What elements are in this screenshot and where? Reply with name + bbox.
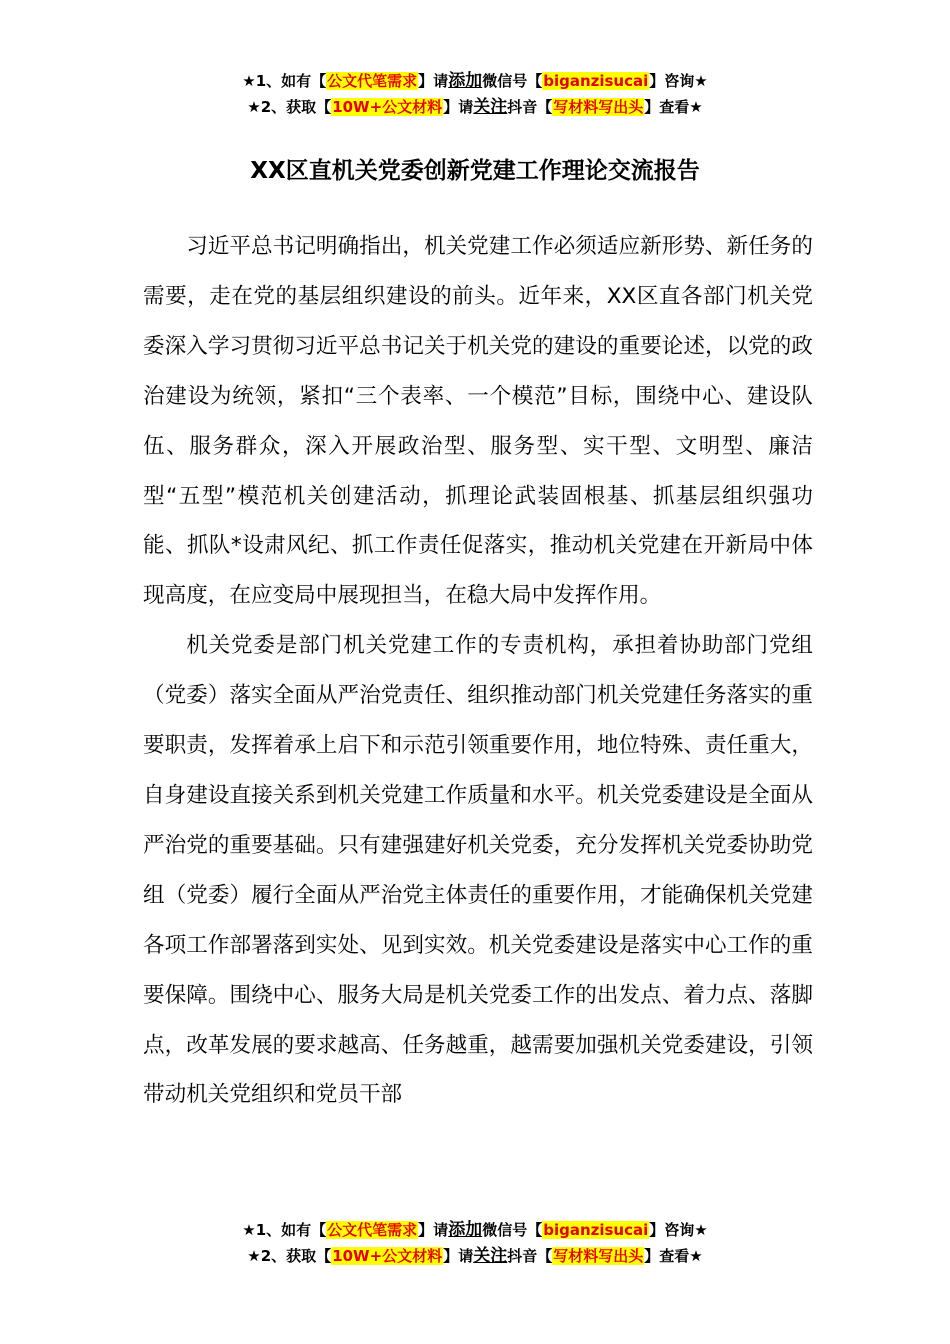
promo-highlight: 公文代笔需求 (327, 1221, 418, 1239)
promo-text: 】请 (418, 72, 449, 90)
promo-text: 微信号【 (482, 1221, 543, 1239)
promo-line-1 (0, 68, 950, 94)
promo-highlight: 10W+公文材料 (332, 1247, 443, 1265)
document-title: XX区直机关党委创新党建工作理论交流报告 (250, 158, 700, 184)
promo-douyin-account: 写材料写出头 (553, 98, 644, 116)
promo-text: 1、如有【 (255, 1221, 327, 1239)
promo-douyin-account: 写材料写出头 (553, 1247, 644, 1265)
promo-text: 抖音【 (507, 98, 553, 116)
promo-text: 】查看★ (644, 1247, 703, 1265)
promo-text: 2、获取【 (260, 1247, 332, 1265)
promo-emphasis: 添加 (448, 71, 483, 91)
promo-wechat-id: biganzisucai (543, 1221, 649, 1239)
promo-text: 】请 (443, 1247, 474, 1265)
promo-text: 微信号【 (482, 72, 543, 90)
promo-line-1 (0, 1217, 950, 1243)
promo-line-2 (0, 1243, 950, 1269)
promo-banner-bottom (0, 1217, 950, 1269)
paragraph-2: 机关党委是部门机关党建工作的专责机构，承担着协助部门党组（党委）落实全面从严治党责任、组织推动部门机关党建任务落实的重要职责，发挥着承上启下和示范引领重要作用，地位特殊、责任重大，自身建设直接关系到机关党建工作质量和水平。机关党委建设是全面从严治党的重要基础。只有建强建好机关党委，充分发挥机关党委协助党组（党委）履行全面从严治党主体责任的重要作用，才能确保机关党建各项工作部署落到实处、见到实效。机关党委建设是落实中心工作的重要保障。围绕中心、服务大局是机关党委工作的出发点、着力点、落脚点，改革发展的要求越高、任务越重，越需要加强机关党委建设，引领带动机关党组织和党员干部 (143, 633, 813, 1108)
promo-emphasis: 关注 (473, 1246, 508, 1266)
paragraph-1: 习近平总书记明确指出，机关党建工作必须适应新形势、新任务的需要，走在党的基层组织建设的前头。近年来，XX区直各部门机关党委深入学习贯彻习近平总书记关于机关党的建设的重要论述，以党的政治建设为统领，紧扣“三个表率、一个模范”目标，围绕中心、建设队伍、服务群众，深入开展政治型、服务型、实干型、文明型、廉洁型“五型”模范机关创建活动，抓理论武装固根基、抓基层组织强功能、抓队*设肃风纪、抓工作责任促落实，推动机关党建在开新局中体现高度，在应变局中展现担当，在稳大局中发挥作用。 (143, 234, 813, 609)
promo-highlight: 10W+公文材料 (332, 98, 443, 116)
promo-wechat-id: biganzisucai (543, 72, 649, 90)
promo-text: 2、获取【 (260, 98, 332, 116)
promo-text: 】请 (418, 1221, 449, 1239)
promo-text: 抖音【 (507, 1247, 553, 1265)
promo-text: 】请 (443, 98, 474, 116)
promo-banner-top (0, 68, 950, 120)
promo-text: 1、如有【 (255, 72, 327, 90)
star-icon: ★ (242, 1221, 256, 1239)
document-body (143, 222, 813, 1120)
promo-emphasis: 关注 (473, 97, 508, 117)
star-icon: ★ (247, 98, 261, 116)
promo-text: 】咨询★ (649, 72, 708, 90)
promo-text: 】查看★ (644, 98, 703, 116)
promo-emphasis: 添加 (448, 1220, 483, 1240)
promo-text: 】咨询★ (649, 1221, 708, 1239)
star-icon: ★ (242, 72, 256, 90)
star-icon: ★ (247, 1247, 261, 1265)
promo-line-2 (0, 94, 950, 120)
promo-highlight: 公文代笔需求 (327, 72, 418, 90)
